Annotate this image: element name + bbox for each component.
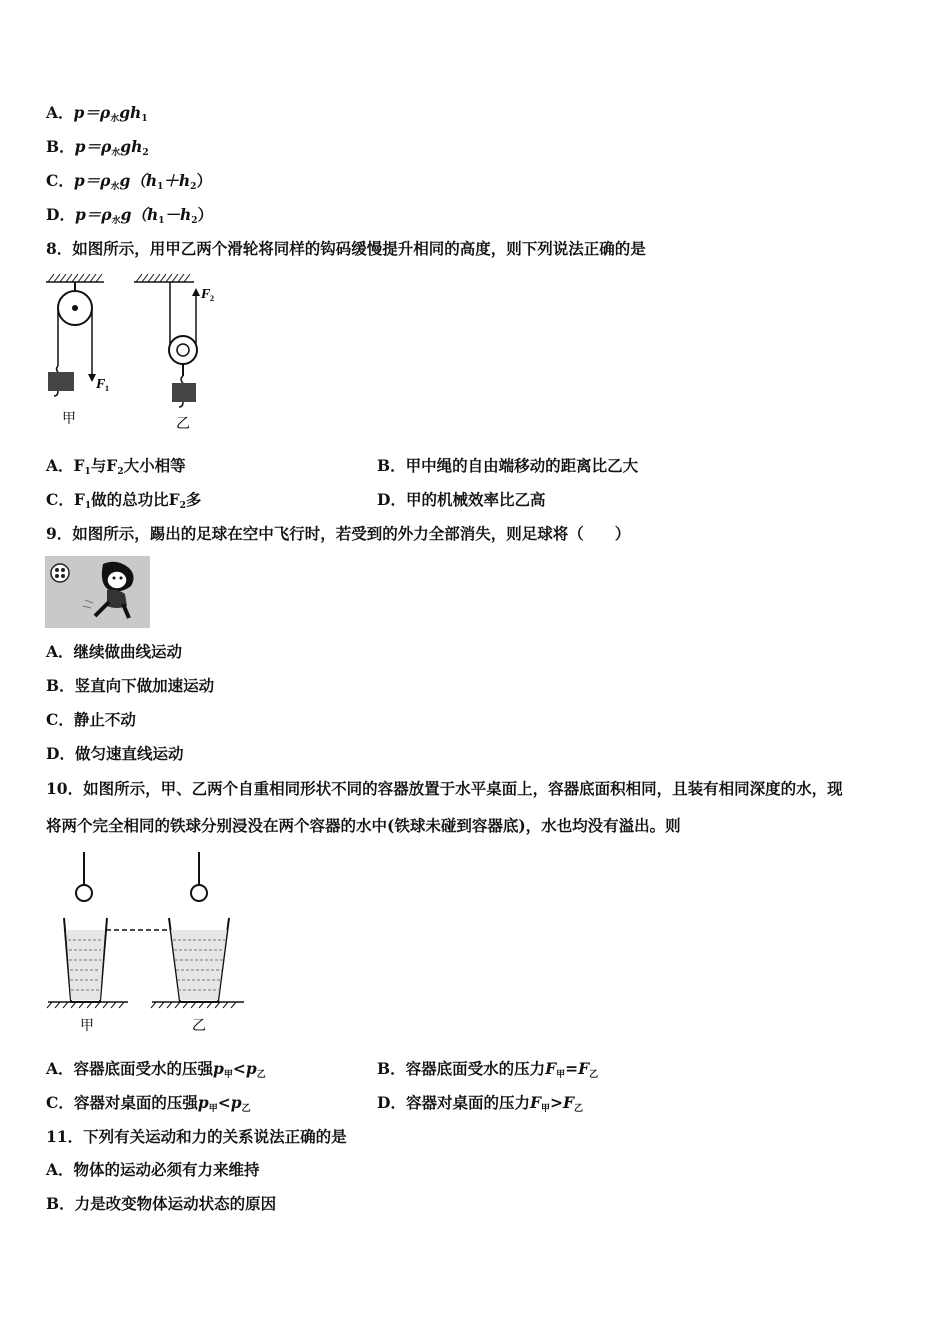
- q8-option-a: [46, 455, 186, 483]
- label-jia: 甲: [80, 1018, 94, 1034]
- operator: =: [565, 1059, 579, 1078]
- q9-option-d: D．做匀速直线运动: [46, 744, 184, 763]
- subscript: 1: [157, 182, 164, 192]
- formula-part: ）: [197, 205, 214, 224]
- q8-stem: 8．如图所示，用甲乙两个滑轮将同样的钩码缓慢提升相同的高度，则下列说法正确的是: [46, 239, 646, 258]
- option-text: C．容器对桌面的压强: [46, 1093, 198, 1112]
- subscript: 2: [117, 467, 124, 477]
- subscript: 水: [111, 216, 121, 226]
- ceiling-hatch-jia: [46, 274, 104, 282]
- formula-part: ＋h: [163, 171, 191, 190]
- operator: <: [217, 1093, 231, 1112]
- option-text: A．容器底面受水的压强: [46, 1059, 214, 1078]
- f1-subscript: 1: [105, 384, 109, 393]
- q10-stem-line2: 将两个完全相同的铁球分别浸没在两个容器的水中(铁球未碰到容器底)，水也均没有溢出。则: [46, 816, 681, 835]
- q10-option-c: [46, 1092, 251, 1120]
- variable: F: [562, 1093, 574, 1112]
- label-yi: 乙: [176, 416, 190, 432]
- variable: p: [245, 1059, 257, 1078]
- formula-part: p＝ρ: [74, 137, 112, 156]
- option-prefix: B．: [46, 137, 75, 156]
- subscript: 水: [110, 182, 120, 192]
- subscript: 甲: [556, 1070, 566, 1080]
- q7-option-c: [46, 170, 212, 198]
- subscript: 2: [190, 182, 197, 192]
- formula-part: p＝ρ: [73, 103, 111, 122]
- option-text: 多: [185, 490, 202, 509]
- formula-part: ）: [196, 171, 212, 190]
- f2-letter: F: [201, 287, 211, 302]
- subscript: 1: [84, 501, 92, 511]
- label-jia: 甲: [62, 411, 76, 427]
- subscript: 1: [158, 216, 165, 226]
- formula-part: g（h: [119, 171, 158, 190]
- q9-option-c: C．静止不动: [46, 710, 136, 729]
- q8-option-d: D．甲的机械效率比乙高: [377, 490, 546, 509]
- option-text: 做的总功比F: [91, 490, 180, 509]
- container-jia: [47, 852, 128, 1034]
- q9-option-b: B．竖直向下做加速运动: [46, 676, 215, 695]
- option-prefix: C．: [46, 171, 74, 190]
- container-figure: [44, 852, 249, 1037]
- subscript: 2: [142, 148, 149, 158]
- formula-part: p＝ρ: [74, 205, 112, 224]
- subscript: 甲: [208, 1104, 218, 1114]
- variable: F: [545, 1059, 557, 1078]
- force-label-f1: [95, 377, 109, 393]
- option-text: B．容器底面受水的压力: [377, 1059, 546, 1078]
- f2-subscript: 2: [210, 294, 214, 303]
- q10-stem-line1: 10．如图所示，甲、乙两个自重相同形状不同的容器放置于水平桌面上，容器底面积相同，且装有相同深度的水，现: [46, 779, 843, 798]
- subscript: 乙: [574, 1104, 584, 1114]
- q10-option-a: [46, 1058, 266, 1086]
- q11-option-b: B．力是改变物体运动状态的原因: [46, 1194, 277, 1213]
- formula-part: gh: [119, 103, 142, 122]
- option-text: D．容器对桌面的压力: [377, 1093, 530, 1112]
- formula-part: p＝ρ: [73, 171, 111, 190]
- kick-ball-image: [45, 556, 150, 628]
- container-yi: [151, 852, 244, 1034]
- q9-stem: 9．如图所示，踢出的足球在空中飞行时，若受到的外力全部消失，则足球将（ ）: [46, 524, 631, 543]
- subscript: 乙: [256, 1070, 266, 1080]
- q7-option-a: [46, 102, 148, 130]
- ceiling-hatch-yi: [134, 274, 194, 282]
- variable: F: [529, 1093, 541, 1112]
- football-icon: [51, 564, 69, 582]
- option-text: 大小相等: [123, 456, 186, 475]
- subscript: 甲: [223, 1070, 233, 1080]
- operator: <: [232, 1059, 246, 1078]
- q11-stem: 11．下列有关运动和力的关系说法正确的是: [46, 1127, 347, 1146]
- variable: p: [230, 1093, 242, 1112]
- movable-pulley: [169, 282, 200, 407]
- option-prefix: D．: [46, 205, 75, 224]
- subscript: 水: [110, 114, 120, 124]
- option-text: C．F: [46, 490, 85, 509]
- q10-option-b: [377, 1058, 598, 1086]
- formula-part: －h: [164, 205, 192, 224]
- subscript: 甲: [540, 1104, 550, 1114]
- variable: F: [578, 1059, 590, 1078]
- q9-option-a: A．继续做曲线运动: [46, 642, 183, 661]
- q11-option-a: A．物体的运动必须有力来维持: [46, 1160, 260, 1179]
- q8-option-c: [46, 489, 201, 517]
- formula-part: g（h: [120, 205, 159, 224]
- pulley-figure: [44, 268, 224, 433]
- f1-letter: F: [96, 377, 106, 392]
- variable: p: [197, 1093, 209, 1112]
- option-prefix: A．: [46, 103, 74, 122]
- q8-option-b: B．甲中绳的自由端移动的距离比乙大: [377, 456, 639, 475]
- q7-option-d: [46, 204, 213, 232]
- q7-option-b: [46, 136, 149, 164]
- subscript: 乙: [589, 1070, 599, 1080]
- subscript: 2: [191, 216, 198, 226]
- option-text: 与F: [90, 456, 118, 475]
- operator: >: [549, 1093, 563, 1112]
- option-text: A．F: [46, 456, 85, 475]
- subscript: 1: [141, 114, 148, 124]
- subscript: 2: [179, 501, 186, 511]
- formula-part: gh: [120, 137, 143, 156]
- fixed-pulley: [48, 282, 96, 396]
- q10-option-d: [377, 1092, 583, 1120]
- subscript: 1: [84, 467, 91, 477]
- subscript: 乙: [241, 1104, 251, 1114]
- label-yi: 乙: [192, 1018, 206, 1034]
- force-label-f2: [200, 287, 214, 303]
- subscript: 水: [111, 148, 121, 158]
- variable: p: [213, 1059, 224, 1078]
